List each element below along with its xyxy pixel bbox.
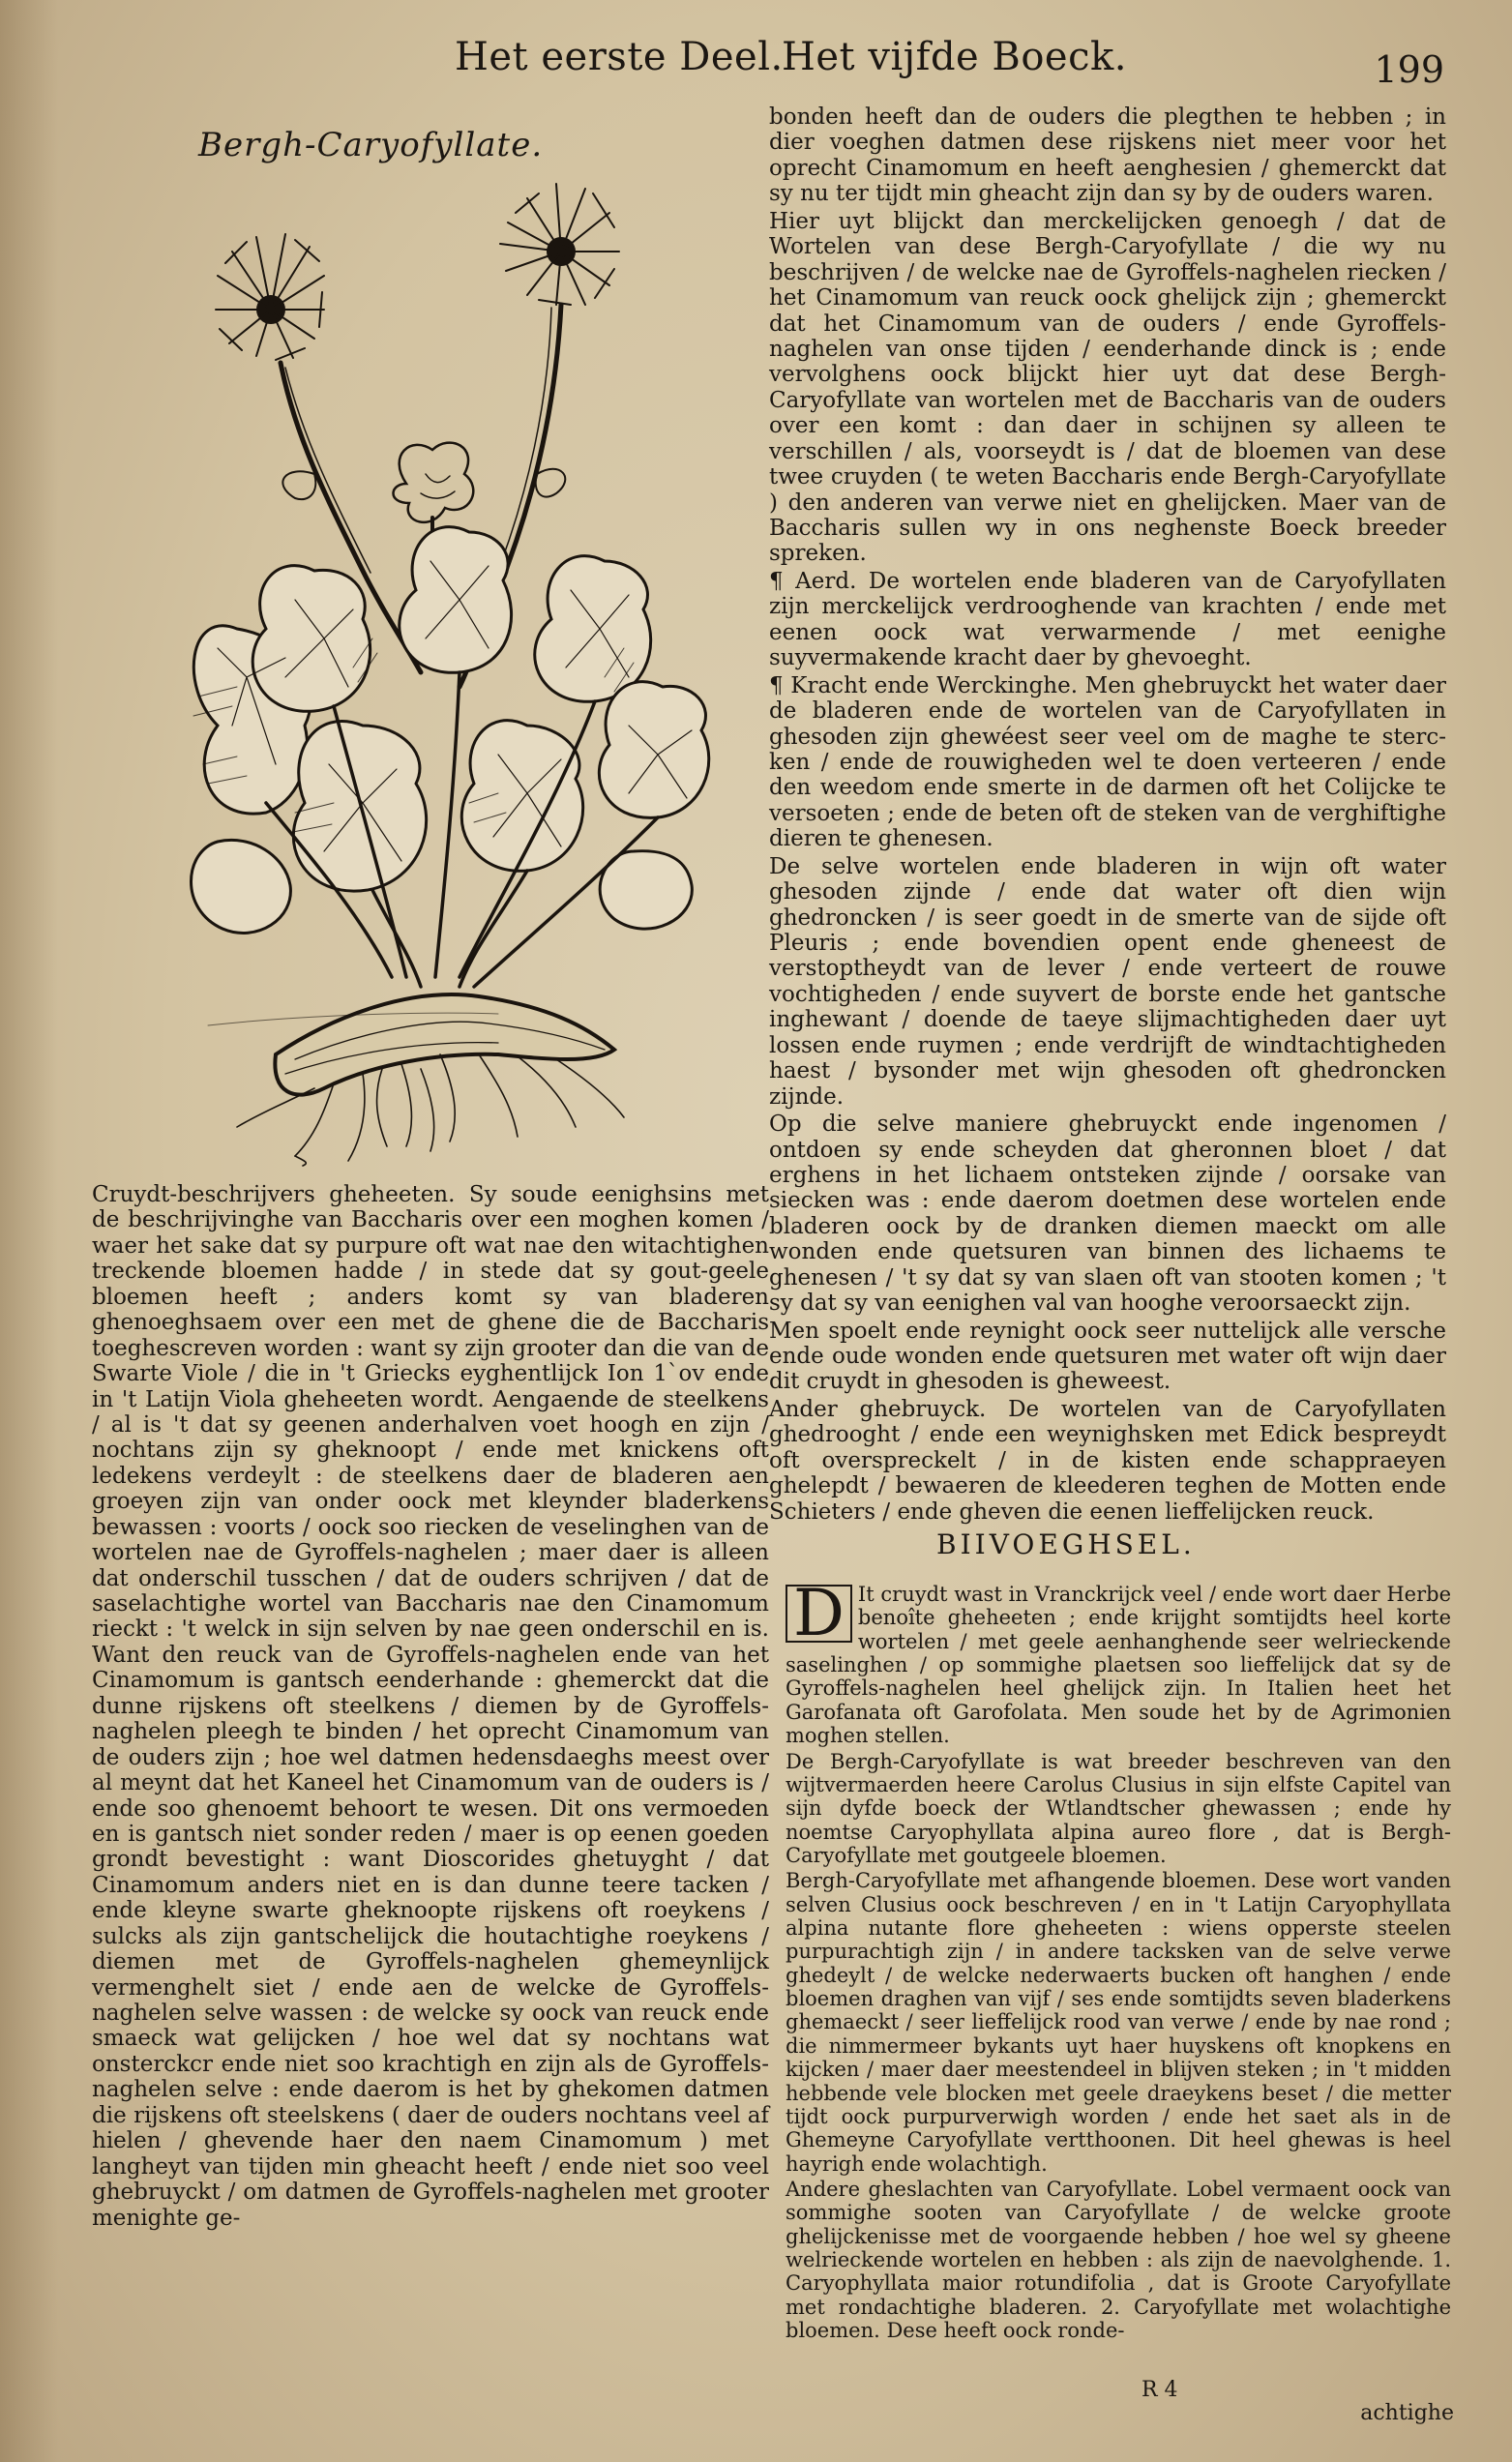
paragraph: Cruydt-beschrijvers gheheeten. Sy soude eenighsins met de beschrijvinghe van Baccharis over een moghen komen / waer het sake dat sy purpure oft wat nae den witachtighen treckende bloemen hadde / in stede dat sy gout-geele bloemen heeft ; anders komt sy van bladeren ghenoeghsaem over een met de ghene die de Baccharis toeghescreven worden : want sy zijn grooter dan die van de Swarte Viole / die in 't Griecks eyghentlijck Ion 1`ov ende in 't Latijn Viola gheheeten wordt. Aengaende de steelkens / al is 't dat sy geenen anderhalven voet hoogh en zijn / nochtans zijn sy gheknoopt / ende met knickens oft ledekens verdeylt : de steelkens daer de bladeren aen groeyen zijn van onder oock met kleynder bladerkens bewassen : voorts / oock soo riecken de veselinghen van de wortelen nae de Gyroffels-naghelen ; maer daer is alleen dat onderschil tusschen / dat de ouders schrijven / dat de saselachtighe wortel van Baccharis nae den Cinamomum rieckt : 't welck in sijn selven by nae geen onderschil en is. Want den reuck van de Gyroffels-naghelen ende van het Cinamomum is gantsch eenderhande : ghemerckt dat die dunne rijskens oft steelkens / diemen by de Gyroffels-naghelen pleegh te binden / het oprecht Cinamomum van de ouders zijn ; hoe wel datmen hedensdaeghs meest over al meynt dat het Kaneel het Cinamomum van de ouders is / ende soo ghenoemt behoort te wesen. Dit ons vermoeden en is gantsch niet sonder reden / maer is op eenen goeden grondt bevestight : want Dioscorides ghetuyght / dat Cinamomum anders niet en is dan dunne teere tacken / ende kleyne swarte gheknoopte rijskens oft roeykens / sulcks als zijn gantschelijck die houtachtighe roeykens / diemen met de Gyroffels-naghelen ghemeynlijck vermenghelt siet / ende aen de welcke de Gyroffels-naghelen selve wassen : de welcke sy oock van reuck ende smaeck wat gelijcken / hoe wel dat sy nochtans wat onsterckcr ende niet soo krachtigh en zijn als de Gyroffels-naghelen selve : ende daerom is het by ghekomen datmen die rijskens oft steelskens ( daer de ouders nochtans veel af hielen / ghevende haer den naem Cinamomum ) met langheyt van tijden min gheacht heeft / ende niet soo veel ghebruyckt / om datmen de Gyroffels-naghelen met grooter menighte ge-	[92, 1182, 769, 2231]
paragraph: Hier uyt blijckt dan merckelijcken genoegh / dat de Wortelen van dese Bergh-Caryofyllate / die wy nu beschrijven / de welcke nae de Gyroffels-naghelen riecken / het Cinamomum van reuck oock ghelijck zijn ; ghemerckt dat het Cinamomum van de ouders / ende Gyroffels-naghelen van onse tijden / eenderhande dinck is ; ende vervolghens oock blijckt hier uyt dat dese Bergh-Caryofyllate van wortelen met de Baccharis van de ouders over een komt : dan daer in schijnen sy alleen te verschillen / als, voorseydt is / dat de bloemen van dese twee cruyden ( te weten Baccharis ende Bergh-Caryofyllate ) den anderen van verwe niet en ghelijcken. Maer van de Baccharis sullen wy in ons neghenste Boeck breeder spreken.	[769, 208, 1446, 567]
paragraph: De Bergh-Caryofyllate is wat breeder beschreven van den wijtvermaerden heere Carolus Clusius in sijn elfste Capitel van sijn dyfde boeck der Wtlandtscher ghewassen ; ende hy noemtse Caryophyllata alpina aureo flore , dat is Bergh-Caryofyllate met goutgeele bloemen.	[786, 1749, 1451, 1867]
paragraph: Bergh-Caryofyllate met afhangende bloemen. Dese wort vanden selven Clusius oock beschreven / en in 't Latijn Caryophyllata alpina nutante flore gheheeten : wiens opperste steelen purpurachtigh zijn / in andere tacksken van de selve verwe ghedeylt / de welcke nederwaerts bucken oft hanghen / ende bloemen draghen van vijf / ses ende somtijdts seven bladerkens ghemaeckt / seer lieffelijck rood van verwe / ende by nae rond ; die nimmermeer bykants uyt haer huyskens oft knopkens en kijcken / maer daer meestendeel in blijven steken ; in 't midden hebbende vele blocken met geele draeykens beset / die metter tijdt oock purpurverwigh worden / ende het saet als in de Ghemeyne Caryofyllate vertthoonen. Dit heel ghewas is heel hayrigh ende wolachtigh.	[786, 1869, 1451, 2176]
paragraph: Men spoelt ende reynight oock seer nuttelijck alle versche ende oude wonden ende quetsuren met water oft wijn daer dit cruydt in ghesoden is gheweest.	[769, 1318, 1446, 1395]
running-head-left: Het eerste Deel.	[455, 35, 784, 79]
text-column-right-upper	[769, 104, 1446, 1525]
figure-title: Bergh-Caryofyllate.	[198, 126, 544, 164]
signature-mark: R 4	[1141, 2378, 1178, 2402]
paragraph: Andere gheslachten van Caryofyllate. Lobel vermaent oock van sommighe sooten van Caryofyllate / de welcke groote ghelijckenisse met de voorgaende hebben / hoe wel sy gheene welrieckende wortelen en hebben : als zijn de naevolghende. 1. Caryophyllata maior rotundifolia , dat is Groote Caryofyllate met rondachtighe bladeren. 2. Caryofyllate met wolachtighe bloemen. Dese heeft oock ronde-	[786, 2177, 1451, 2343]
paragraph: bonden heeft dan de ouders die plegthen te hebben ; in dier voeghen datmen dese rijskens niet meer voor het oprecht Cinamomum en heeft aenghesien / ghemerckt dat sy nu ter tijdt min gheacht zijn dan sy by de ouders waren.	[769, 104, 1446, 207]
paragraph: De selve wortelen ende bladeren in wijn oft water ghesoden zijnde / ende dat water oft dien wijn ghedroncken / is seer goedt in de smerte van de sijde oft Pleuris ; ende bovendien opent ende gheneest de verstoptheydt van de lever / ende verteert de rouwe vochtigheden / ende suyvert de borste ende het gantsche inghewant / doende de taeye slijmachtigheden daer uyt lossen ende ruymen ; ende verdrijft de windtachtigheden haest / bysonder met wijn ghesoden oft ghedroncken zijnde.	[769, 853, 1446, 1110]
paragraph: ¶ Aerd. De wortelen ende bladeren van de Caryofyllaten zijn merckelijck verdrooghende van krachten / ende met eenen oock wat verwarmende / met eenighe suyvermakende kracht daer by ghevoeght.	[769, 568, 1446, 671]
paragraph: Op die selve maniere ghebruyckt ende ingenomen / ontdoen sy ende scheyden dat gheronnen bloet / dat erghens in het lichaem ontsteken zijnde / oorsake van siecken was : ende daerom doetmen dese wortelen ende bladeren oock by de dranken diemen maeckt om alle wonden ende quetsuren van binnen des lichaems te ghenesen / 't sy dat sy van slaen oft van stooten komen ; 't sy dat sy van eenighen val van hooghe veroorsaeckt zijn.	[769, 1112, 1446, 1317]
flower-head-left	[216, 234, 324, 360]
text-column-right-lower	[786, 1576, 1451, 2415]
catchword: achtighe	[1360, 2401, 1454, 2425]
plant-woodcut-illustration	[179, 184, 721, 1166]
paragraph-with-dropcap	[786, 1576, 1451, 1748]
paragraph: ¶ Kracht ende Werckinghe. Men ghebruyckt het water daer de bladeren ende de wortelen van de Caryofyllaten in ghesoden zijn ghewéest seer veel om de maghe te sterc-ken / ende de rouwigheden wel te doen verteeren / ende den weedom ende smerte in de darmen oft het Colijcke te versoeten ; ende de beten oft de steken van de verghiftighe dieren te ghenesen.	[769, 672, 1446, 852]
section-heading: BIIVOEGHSEL.	[936, 1528, 1196, 1560]
page-gutter-shadow	[0, 0, 58, 2462]
paragraph: Ander ghebruyck. De wortelen van de Caryofyllaten ghedrooght / ende een weynighsken met Edick bespreydt oft overspreckelt / in de kisten ende schappraeyen ghelepdt / bewaeren de kleederen teghen de Motten ende Schieters / ende gheven die eenen lieffelijcken reuck.	[769, 1396, 1446, 1525]
running-head-right: Het vijfde Boeck.	[782, 35, 1127, 79]
paragraph-body: It cruydt wast in Vranckrijck veel / ende wort daer Herbe benoîte gheheeten ; ende krijght somtijdts heel korte wortelen / met geele aenhanghende seer welrieckende saselinghen / op sommighe plaetsen soo lieffelijck dat sy de Gyroffels-naghelen heel ghelijck zijn. In Italien heet het Garofanata oft Garofolata. Men soude het by de Agrimonien moghen stellen.	[786, 1583, 1451, 1748]
dropcap-D: D	[786, 1585, 852, 1643]
text-column-left-lower	[92, 1182, 769, 2420]
page-number: 199	[1374, 48, 1444, 91]
flower-head-right	[500, 184, 619, 305]
